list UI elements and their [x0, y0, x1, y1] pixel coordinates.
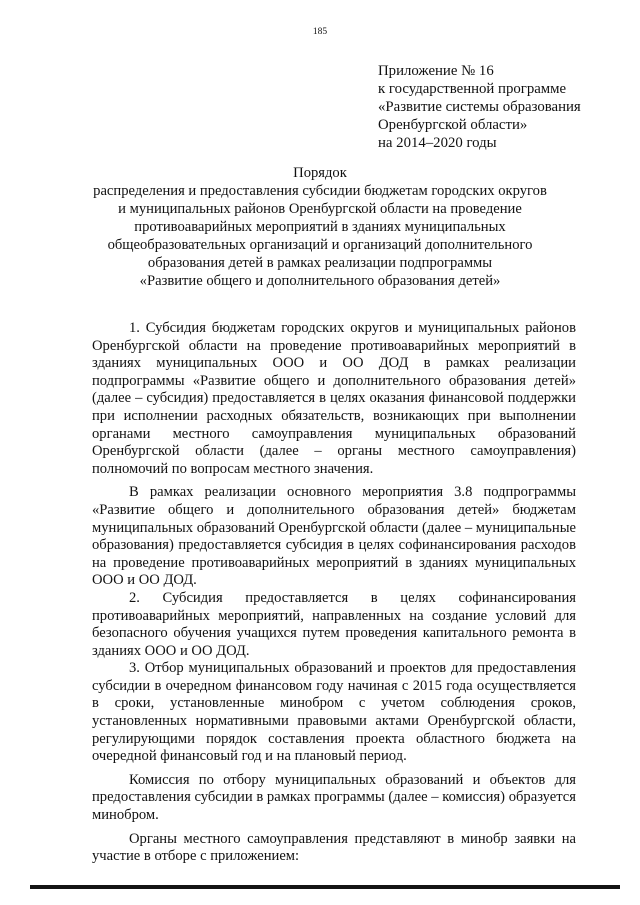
title-line: распределения и предоставления субсидии бюджетам городских округов — [93, 183, 547, 199]
appendix-line: «Развитие системы образования — [378, 99, 581, 115]
appendix-header — [378, 62, 628, 152]
title-line: и муниципальных районов Оренбургской области на проведение — [118, 201, 522, 217]
title-heading: Порядок — [293, 165, 347, 181]
title-line: образования детей в рамках реализации подпрограммы — [147, 255, 493, 271]
paragraph-6: Органы местного самоуправления представляют в минобр заявки на участие в отборе с приложением: — [92, 830, 576, 865]
page-number: 185 — [312, 27, 328, 37]
paragraph-3: 2. Субсидия предоставляется в целях софинансирования противоаварийных мероприятий, направленных на создание условий для безопасного обучения учащихся путем проведения капитального ремонта в зданиях ООО и ОО ДОД. — [92, 589, 576, 659]
document-body — [92, 320, 576, 866]
appendix-line: Оренбургской области» — [378, 117, 528, 133]
footer-rule — [30, 885, 620, 889]
paragraph-5: Комиссия по отбору муниципальных образований и объектов для предоставления субсидии в рамках программы (далее – комиссия) образуется минобром. — [92, 771, 576, 824]
title-line: общеобразовательных организаций и организаций дополнительного — [107, 237, 533, 253]
paragraph-2: В рамках реализации основного мероприятия 3.8 подпрограммы «Развитие общего и дополнительного образования детей» бюджетам муниципальных образований Оренбургской области (далее – муниципальные образования) предоставляется субсидия в целях софинансирования расходов на проведение противоаварийных мероприятий в зданиях муниципальных ООО и ОО ДОД. — [92, 484, 576, 589]
title-line: противоаварийных мероприятий в зданиях муниципальных — [134, 219, 506, 235]
appendix-line: к государственной программе — [378, 81, 567, 97]
paragraph-4: 3. Отбор муниципальных образований и проектов для предоставления субсидии в очередном финансовом году начиная с 2015 года осуществляется в сроки, установленные минобром с учетом соблюдения сроков, установленных нормативными правовыми актами Оренбургской области, регулирующими порядок составления проекта областного бюджета на очередной финансовый год и на плановый период. — [92, 660, 576, 765]
title-line: «Развитие общего и дополнительного образования детей» — [139, 273, 501, 289]
appendix-line: Приложение № 16 — [378, 63, 494, 79]
document-title — [70, 164, 570, 290]
appendix-line: на 2014–2020 годы — [378, 135, 497, 151]
paragraph-1: 1. Субсидия бюджетам городских округов и муниципальных районов Оренбургской области на проведение противоаварийных мероприятий в зданиях муниципальных ООО и ОО ДОД в рамках реализации подпрограммы «Развитие общего и дополнительного образования детей» (далее – субсидия) предоставляется в целях оказания финансовой поддержки при исполнении расходных обязательств, возникающих при выполнении органами местного самоуправления муниципальных образований Оренбургской области (далее – органы местного самоуправления) полномочий по вопросам местного значения. — [92, 320, 576, 477]
